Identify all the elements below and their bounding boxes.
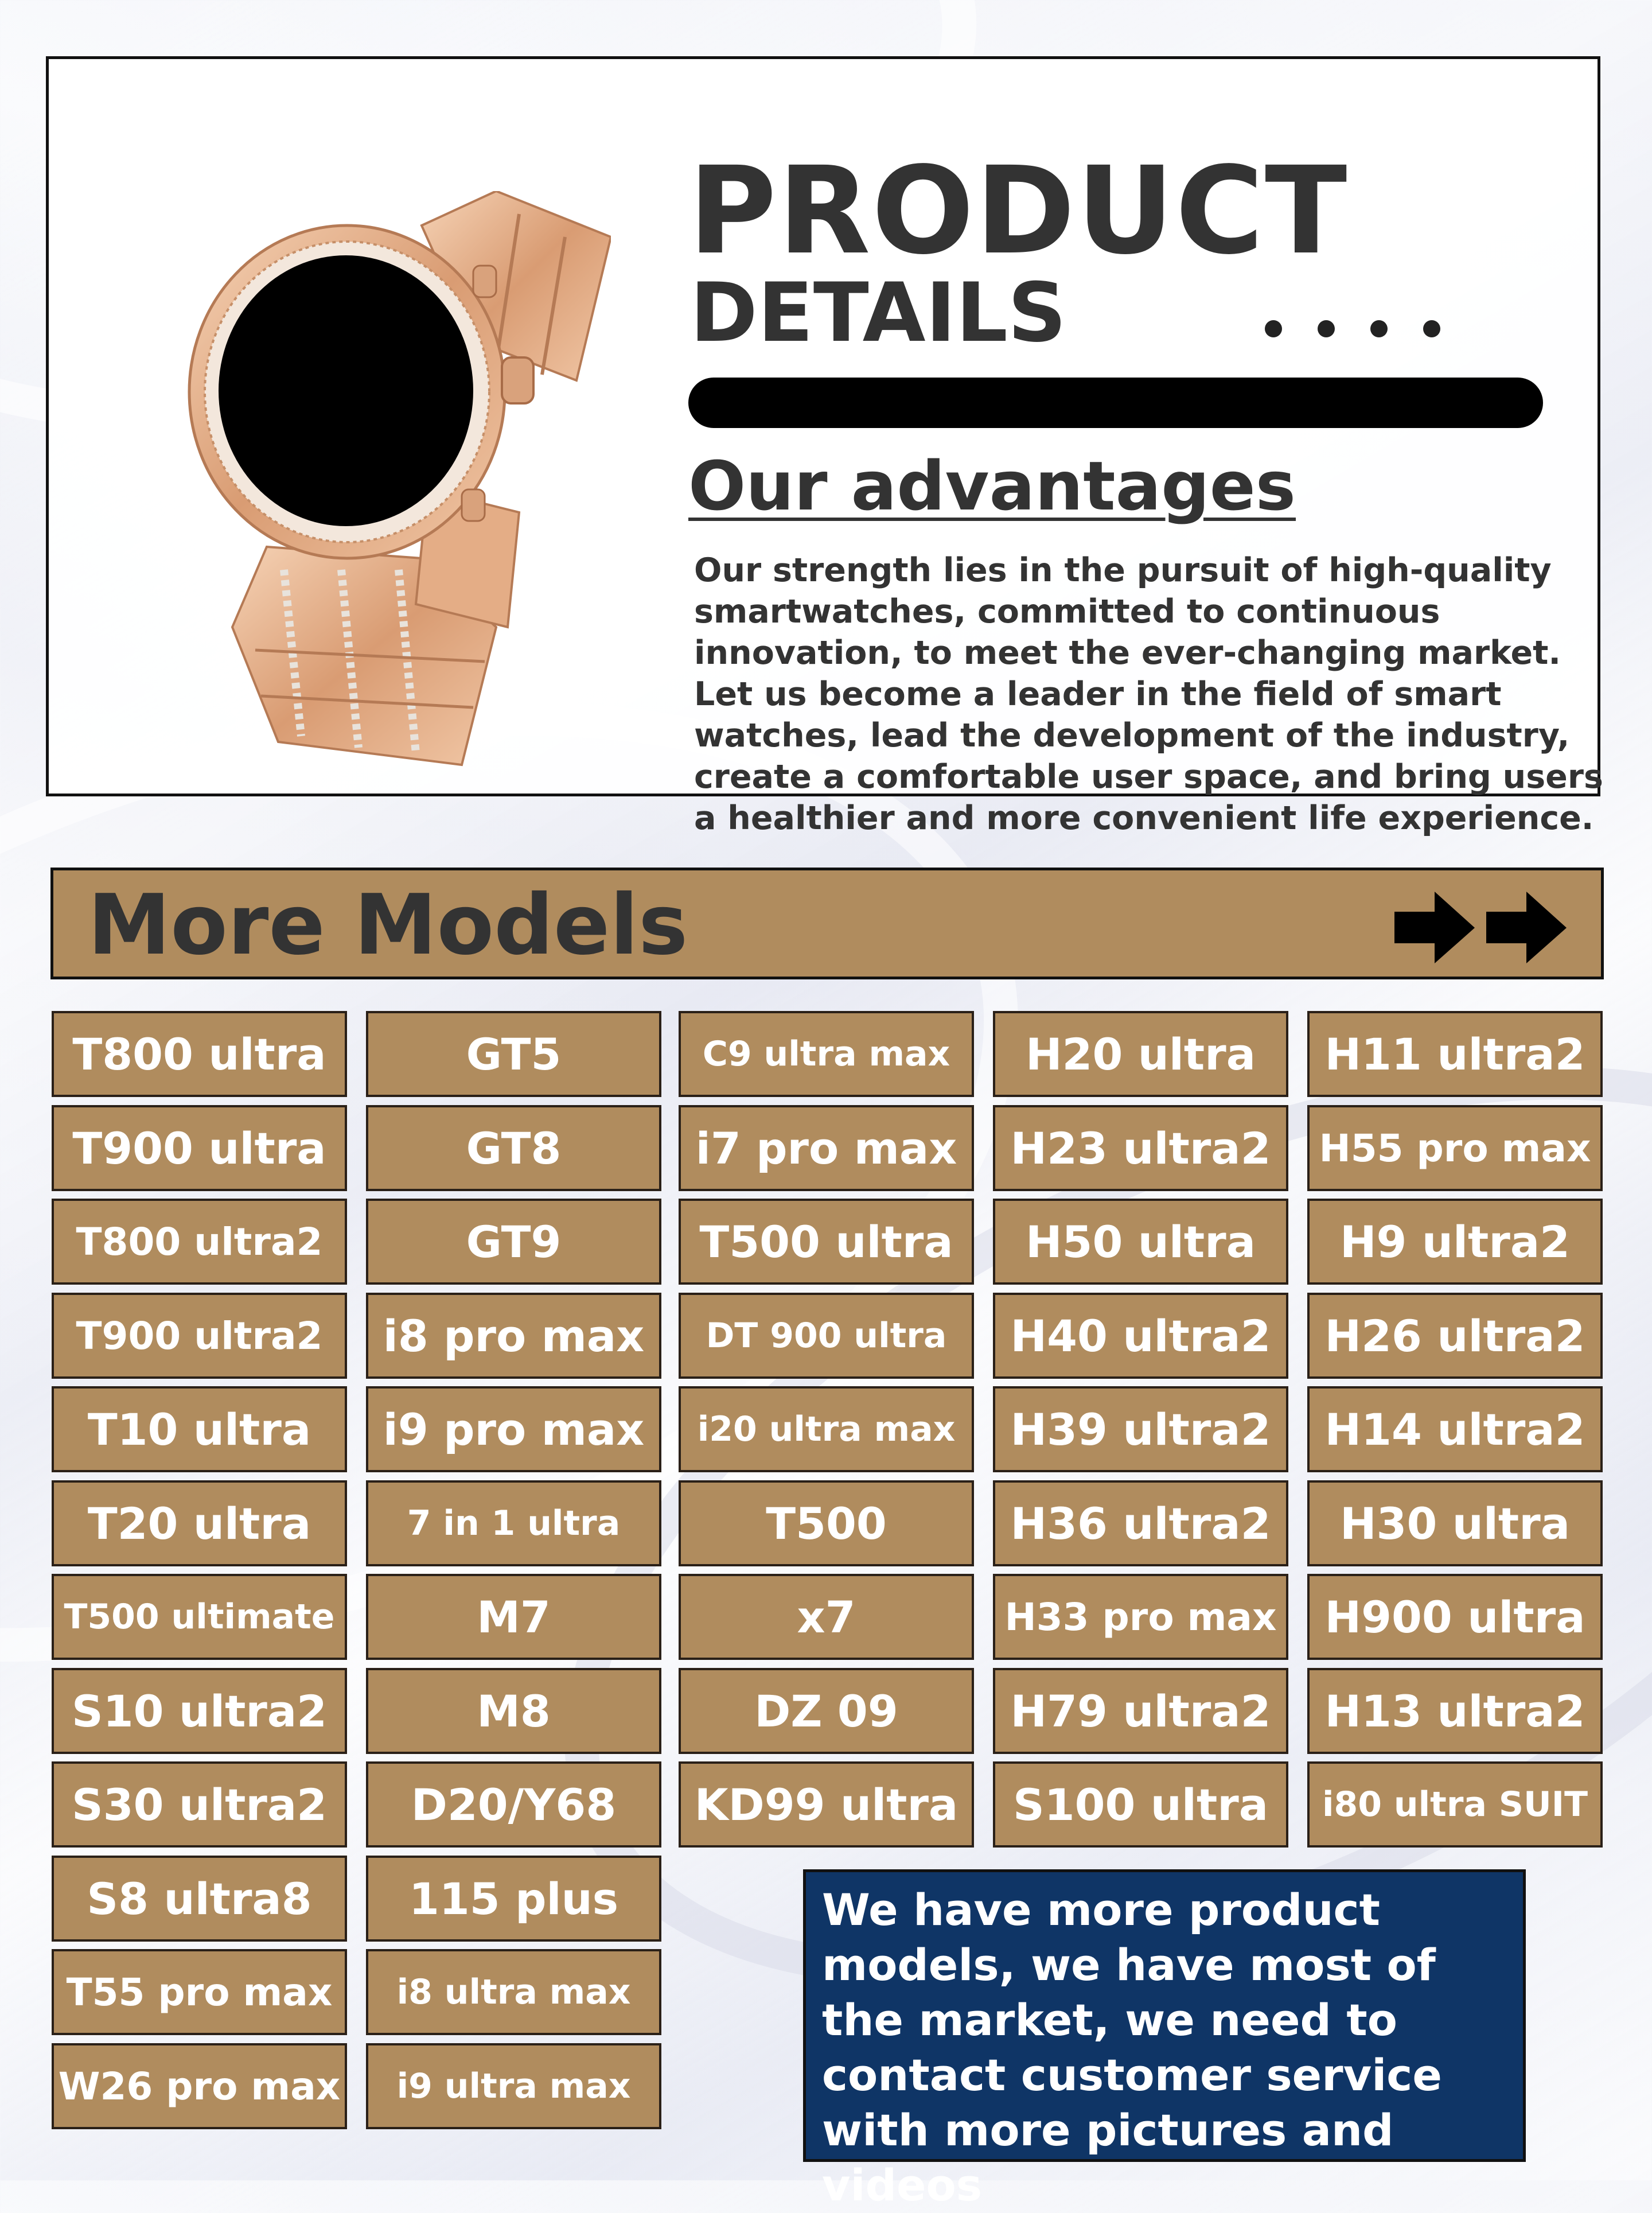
- model-cell: H20 ultra: [993, 1011, 1288, 1097]
- model-cell: i8 pro max: [366, 1293, 661, 1379]
- dot: [1265, 320, 1282, 337]
- model-cell: M7: [366, 1574, 661, 1660]
- advantages-text: Our strength lies in the pursuit of high-quality smartwatches, committed to continuous innovation, to meet the ever-changing market. Let us become a leader in the field of smart watches, lead the development of the industry, create a comfortable user space, and bring users a healthier and more convenient life experience.: [694, 551, 1603, 837]
- decorative-dots: [1265, 320, 1440, 337]
- model-cell: S8 ultra8: [52, 1856, 347, 1942]
- model-cell: GT9: [366, 1199, 661, 1285]
- model-cell: GT5: [366, 1011, 661, 1097]
- model-cell: H13 ultra2: [1307, 1668, 1603, 1754]
- redacted-bar: [688, 378, 1543, 428]
- model-cell: H14 ultra2: [1307, 1386, 1603, 1472]
- model-cell: i8 ultra max: [366, 1949, 661, 2035]
- model-cell: x7: [679, 1574, 974, 1660]
- model-cell: M8: [366, 1668, 661, 1754]
- dot: [1370, 320, 1388, 337]
- title-details: DETAILS: [690, 266, 1067, 360]
- model-cell: H50 ultra: [993, 1199, 1288, 1285]
- model-cell: H26 ultra2: [1307, 1293, 1603, 1379]
- model-cell: T900 ultra: [52, 1105, 347, 1191]
- model-cell: D20/Y68: [366, 1761, 661, 1848]
- model-cell: i80 ultra SUIT: [1307, 1761, 1603, 1848]
- model-cell: i20 ultra max: [679, 1386, 974, 1472]
- product-details-panel: [46, 56, 1603, 837]
- model-cell: H40 ultra2: [993, 1293, 1288, 1379]
- dot: [1423, 320, 1440, 337]
- model-cell: H55 pro max: [1307, 1105, 1603, 1191]
- model-cell: GT8: [366, 1105, 661, 1191]
- model-cell: H79 ultra2: [993, 1668, 1288, 1754]
- model-cell: H30 ultra: [1307, 1480, 1603, 1566]
- more-models-banner: [50, 868, 1604, 979]
- model-cell: H23 ultra2: [993, 1105, 1288, 1191]
- model-cell: 115 plus: [366, 1856, 661, 1942]
- arrow-right-icon: [1483, 883, 1569, 969]
- model-cell: W26 pro max: [52, 2043, 347, 2129]
- advantages-heading: Our advantages: [688, 446, 1296, 526]
- model-cell: T900 ultra2: [52, 1293, 347, 1379]
- model-cell: C9 ultra max: [679, 1011, 974, 1097]
- model-cell: T20 ultra: [52, 1480, 347, 1566]
- model-cell: H39 ultra2: [993, 1386, 1288, 1472]
- model-cell: 7 in 1 ultra: [366, 1480, 661, 1566]
- model-cell: T500 ultra: [679, 1199, 974, 1285]
- model-cell: S10 ultra2: [52, 1668, 347, 1754]
- model-cell: i9 pro max: [366, 1386, 661, 1472]
- model-cell: i7 pro max: [679, 1105, 974, 1191]
- model-cell: T55 pro max: [52, 1949, 347, 2035]
- model-cell: T800 ultra: [52, 1011, 347, 1097]
- model-cell: T800 ultra2: [52, 1199, 347, 1285]
- smartwatch-image: [175, 191, 611, 771]
- title-product: PRODUCT: [688, 141, 1349, 281]
- arrows: [1392, 883, 1569, 969]
- model-cell: S100 ultra: [993, 1761, 1288, 1848]
- model-cell: KD99 ultra: [679, 1761, 974, 1848]
- model-cell: H9 ultra2: [1307, 1199, 1603, 1285]
- model-cell: H11 ultra2: [1307, 1011, 1603, 1097]
- model-cell: H36 ultra2: [993, 1480, 1288, 1566]
- model-cell: i9 ultra max: [366, 2043, 661, 2129]
- contact-note: We have more product models, we have most of the market, we need to contact customer service with more pictures and videos: [803, 1869, 1526, 2162]
- model-cell: S30 ultra2: [52, 1761, 347, 1848]
- model-cell: DT 900 ultra: [679, 1293, 974, 1379]
- model-cell: T500: [679, 1480, 974, 1566]
- dot: [1318, 320, 1335, 337]
- model-cell: DZ 09: [679, 1668, 974, 1754]
- arrow-right-icon: [1392, 883, 1478, 969]
- model-cell: T10 ultra: [52, 1386, 347, 1472]
- model-cell: H900 ultra: [1307, 1574, 1603, 1660]
- model-cell: H33 pro max: [993, 1574, 1288, 1660]
- model-cell: T500 ultimate: [52, 1574, 347, 1660]
- more-models-title: More Models: [88, 877, 688, 974]
